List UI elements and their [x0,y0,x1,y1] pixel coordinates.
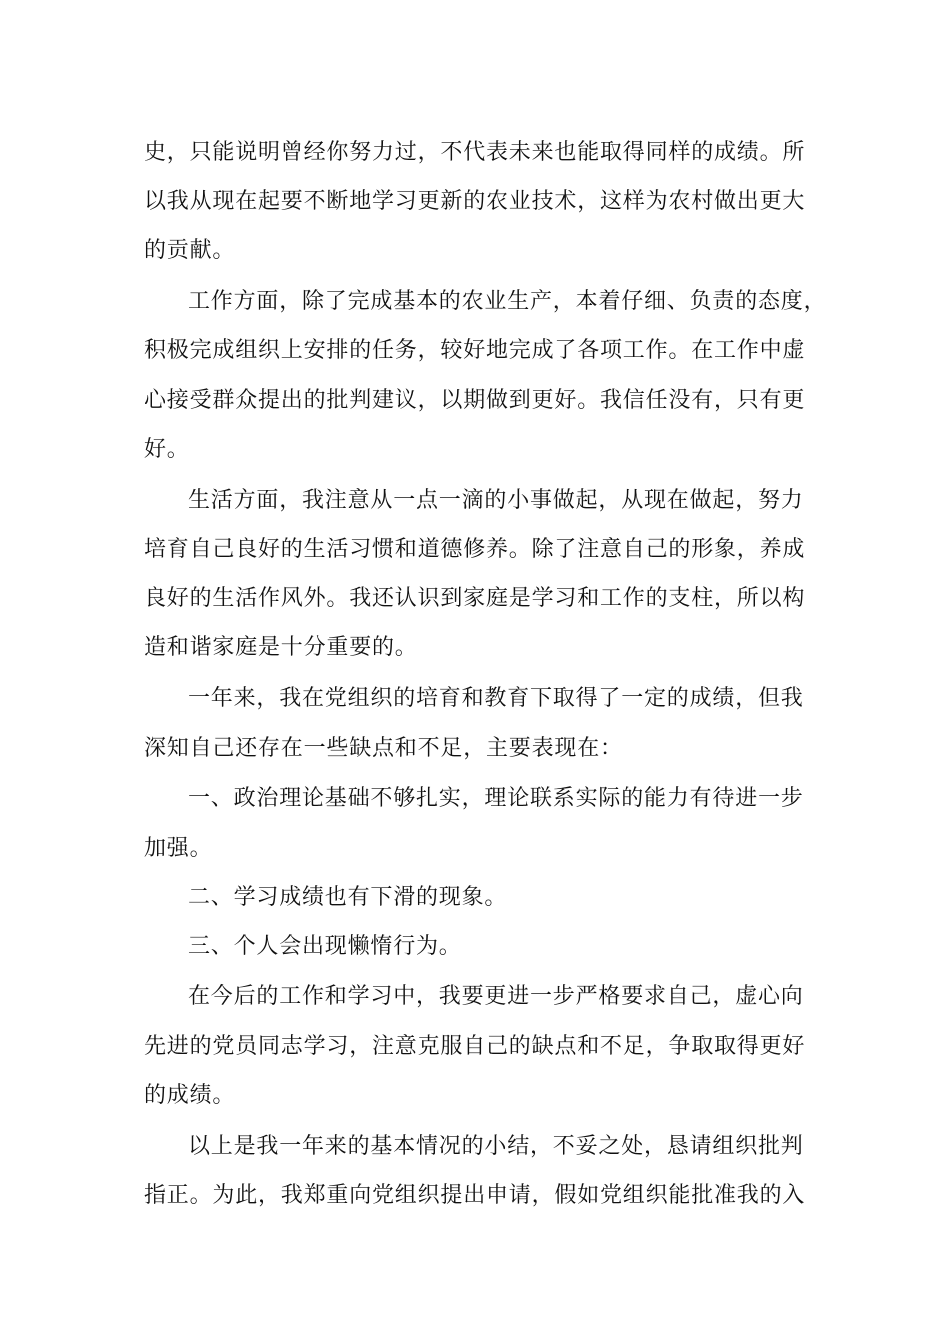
text-line: 的成绩。 [144,1083,236,1108]
text-line: 的贡献。 [144,238,236,263]
text-line: 积极完成组织上安排的任务，较好地完成了各项工作。在工作中虚 [144,338,806,363]
text-line: 二、学习成绩也有下滑的现象。 [188,885,508,910]
text-line: 良好的生活作风外。我还认识到家庭是学习和工作的支柱，所以构 [144,586,806,611]
text-line: 加强。 [144,836,213,861]
text-line: 一年来，我在党组织的培育和教育下取得了一定的成绩，但我 [188,686,804,711]
text-line: 深知自己还存在一些缺点和不足，主要表现在： [144,736,623,761]
text-line: 以上是我一年来的基本情况的小结，不妥之处，恳请组织批判 [188,1134,804,1159]
text-line: 工作方面，除了完成基本的农业生产，本着仔细、负责的态度， [188,289,827,314]
text-line: 指正。为此，我郑重向党组织提出申请，假如党组织能批准我的入 [144,1183,806,1208]
text-line: 好。 [144,437,190,462]
text-line: 造和谐家庭是十分重要的。 [144,635,418,660]
text-line: 一、政治理论基础不够扎实，理论联系实际的能力有待进一步 [188,786,804,811]
text-line: 培育自己良好的生活习惯和道德修养。除了注意自己的形象，养成 [144,537,806,562]
text-line: 先进的党员同志学习，注意克服自己的缺点和不足，争取取得更好 [144,1034,806,1059]
text-line: 心接受群众提出的批判建议，以期做到更好。我信任没有，只有更 [144,388,806,413]
text-line: 三、个人会出现懒惰行为。 [188,934,462,959]
text-line: 史，只能说明曾经你努力过，不代表未来也能取得同样的成绩。所 [144,140,806,165]
text-line: 以我从现在起要不断地学习更新的农业技术，这样为农村做出更大 [144,189,806,214]
text-line: 生活方面，我注意从一点一滴的小事做起，从现在做起，努力 [188,488,804,513]
text-line: 在今后的工作和学习中，我要更进一步严格要求自己，虚心向 [188,984,804,1009]
